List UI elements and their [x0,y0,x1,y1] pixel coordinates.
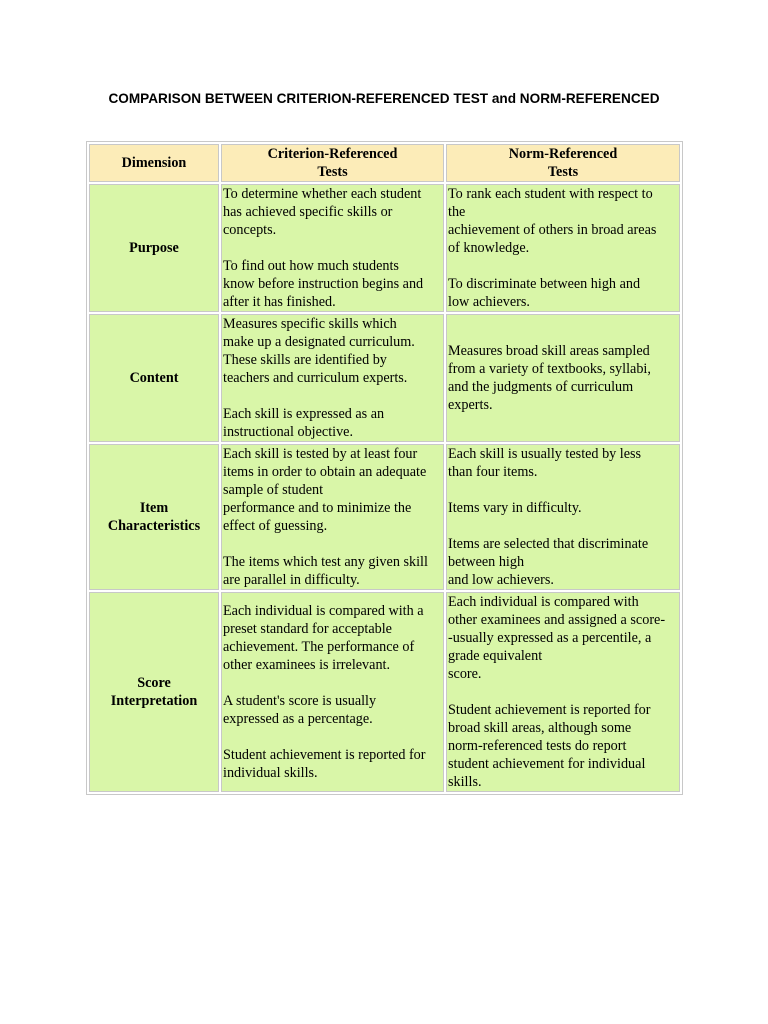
document-title: COMPARISON BETWEEN CRITERION-REFERENCED TEST and NORM-REFERENCED [108,91,660,106]
header-criterion-referenced: Criterion-Referenced Tests [221,144,444,182]
dimension-cell: Score Interpretation [89,592,219,792]
table-row-purpose [89,184,680,312]
criterion-cell: Each skill is tested by at least four items in order to obtain an adequate sample of student performance and to minimize the effect of guessing. The items which test any given skill are parallel in difficulty. [221,444,444,590]
norm-cell: Measures broad skill areas sampled from a variety of textbooks, syllabi, and the judgments of curriculum experts. [446,314,680,442]
table-row-score-interpretation [89,592,680,792]
norm-cell: Each skill is usually tested by less than four items. Items vary in difficulty. Items are selected that discriminate between high and low achievers. [446,444,680,590]
dimension-cell: Purpose [89,184,219,312]
header-dimension: Dimension [89,144,219,182]
criterion-cell: Each individual is compared with a preset standard for acceptable achievement. The performance of other examinees is irrelevant. A student's score is usually expressed as a percentage. Student achievement is reported for individual skills. [221,592,444,792]
header-row [89,144,680,182]
dimension-cell: Content [89,314,219,442]
norm-cell: To rank each student with respect to the achievement of others in broad areas of knowledge. To discriminate between high and low achievers. [446,184,680,312]
criterion-cell: To determine whether each student has achieved specific skills or concepts. To find out how much students know before instruction begins and after it has finished. [221,184,444,312]
table-row-content [89,314,680,442]
dimension-cell: Item Characteristics [89,444,219,590]
comparison-table [86,141,683,795]
table-row-item-characteristics [89,444,680,590]
norm-cell: Each individual is compared with other examinees and assigned a score- -usually expressed as a percentile, a grade equivalent score. Student achievement is reported for broad skill areas, although some norm-referenced tests do report student achievement for individual skills. [446,592,680,792]
criterion-cell: Measures specific skills which make up a designated curriculum. These skills are identified by teachers and curriculum experts. Each skill is expressed as an instructional objective. [221,314,444,442]
header-norm-referenced: Norm-Referenced Tests [446,144,680,182]
